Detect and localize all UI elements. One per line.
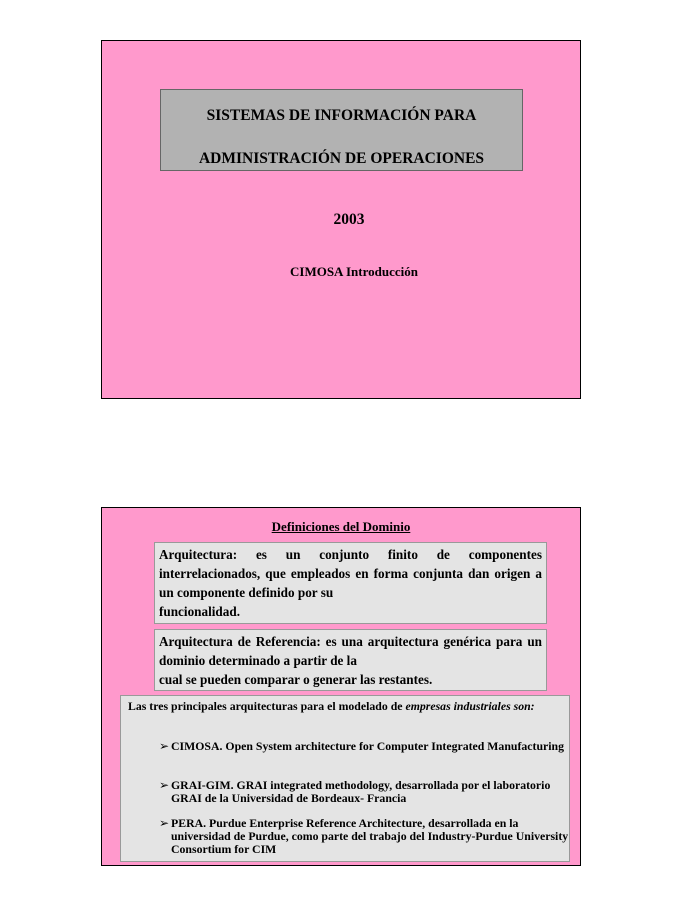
year-label: 2003 bbox=[333, 211, 365, 228]
definition-text-last-line: cual se pueden comparar o generar las restantes. bbox=[159, 672, 433, 687]
intro-text: Las tres principales arquitecturas para el modelado de bbox=[128, 699, 406, 713]
list-item bbox=[159, 779, 569, 805]
definition-text: Arquitectura: es un conjunto finito de componentes interrelacionados, que empleados en forma conjunta dan origen a un componente definido por su bbox=[159, 547, 542, 600]
definitions-slide bbox=[101, 507, 581, 866]
list-item-text: CIMOSA. Open System architecture for Computer Integrated Manufacturing bbox=[171, 739, 564, 753]
definition-text-last-line: funcionalidad. bbox=[159, 604, 240, 619]
arrow-bullet-icon: ➢ bbox=[159, 816, 169, 830]
arrow-bullet-icon: ➢ bbox=[159, 739, 169, 753]
list-item-text: PERA. Purdue Enterprise Reference Architecture, desarrollada en la universidad de Purdue, como parte del trabajo del Industry-Purdue University Consortium for CIM bbox=[171, 816, 569, 856]
title-line-1: SISTEMAS DE INFORMACIÓN PARA bbox=[206, 107, 477, 124]
title-slide bbox=[101, 40, 581, 399]
arrow-bullet-icon: ➢ bbox=[159, 778, 169, 792]
definition-text: Arquitectura de Referencia: es una arquitectura genérica para un dominio determinado a partir de la bbox=[159, 634, 542, 668]
title-box bbox=[160, 89, 523, 171]
architectures-intro bbox=[128, 700, 558, 713]
subtitle: CIMOSA Introducción bbox=[290, 264, 418, 279]
definition-box-architecture bbox=[154, 542, 547, 624]
intro-emphasis: empresas industriales son: bbox=[405, 699, 535, 713]
list-item bbox=[159, 817, 569, 856]
definition-box-reference-architecture bbox=[154, 629, 547, 691]
title-line-2: ADMINISTRACIÓN DE OPERACIONES bbox=[198, 150, 485, 167]
slide-heading: Definiciones del Dominio bbox=[271, 519, 411, 534]
list-item-text: GRAI-GIM. GRAI integrated methodology, desarrollada por el laboratorio GRAI de la Universidad de Bordeaux- Francia bbox=[171, 778, 551, 805]
architectures-box bbox=[120, 695, 570, 862]
list-item bbox=[159, 740, 569, 753]
